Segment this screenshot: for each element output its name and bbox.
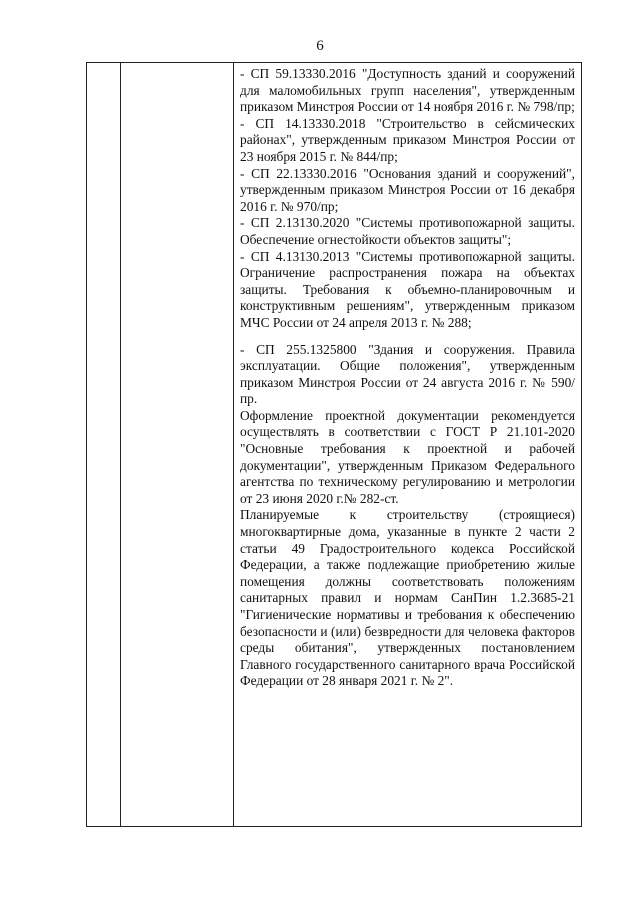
page-number: 6 [316,38,324,54]
paragraph-sp-14: - СП 14.13330.2018 "Строительство в сейсмических районах", утвержденным приказом Минстроя России от 23 ноября 2015 г. № 844/пр; [240,115,575,164]
paragraph-sp-4: - СП 4.13130.2013 "Системы противопожарной защиты. Ограничение распространения пожара на объектах защиты. Требования к объемно-планировочным и конструктивным решениям", утвержденным приказом МЧС России от 24 апреля 2013 г. № 288; [240,248,575,330]
column-divider-2 [233,63,234,826]
paragraph-sp-2: - СП 2.13130.2020 "Системы противопожарной защиты. Обеспечение огнестойкости объектов защиты"; [240,215,575,247]
document-table [86,62,582,827]
paragraph-sp-59: - СП 59.13330.2016 "Доступность зданий и сооружений для маломобильных групп населения", утвержденным приказом Минстроя России от 14 ноября 2016 г. № 798/пр; [240,66,575,115]
table-cell-content [240,66,575,690]
paragraph-sp-22: - СП 22.13330.2016 "Основания зданий и сооружений", утвержденным приказом Минстроя России от 16 декабря 2016 г. № 970/пр; [240,165,575,214]
column-divider-1 [120,63,121,826]
paragraph-sanpin: Планируемые к строительству (строящиеся) многоквартирные дома, указанные в пункте 2 части 2 статьи 49 Градостроительного кодекса Российской Федерации, а также подлежащие приобретению жилые помещения должны соответствовать положениям санитарных правил и нормам СанПин 1.2.3685-21 "Гигиенические нормативы и требования к обеспечению безопасности и (или) безвредности для человека факторов среды обитания", утвержденных постановлением Главного государственного санитарного врача Российской Федерации от 28 января 2021 г. № 2". [240,507,575,689]
paragraph-gost: Оформление проектной документации рекомендуется осуществлять в соответствии с ГОСТ Р 21.101-2020 "Основные требования к проектной и рабочей документации", утвержденным Приказом Федерального агентства по техническому регулированию и метрологии от 23 июня 2020 г.№ 282-ст. [240,407,575,506]
paragraph-sp-255: - СП 255.1325800 "Здания и сооружения. Правила эксплуатации. Общие положения", утвержденным приказом Минстроя России от 24 августа 2016 г. № 590/пр. [240,341,575,407]
